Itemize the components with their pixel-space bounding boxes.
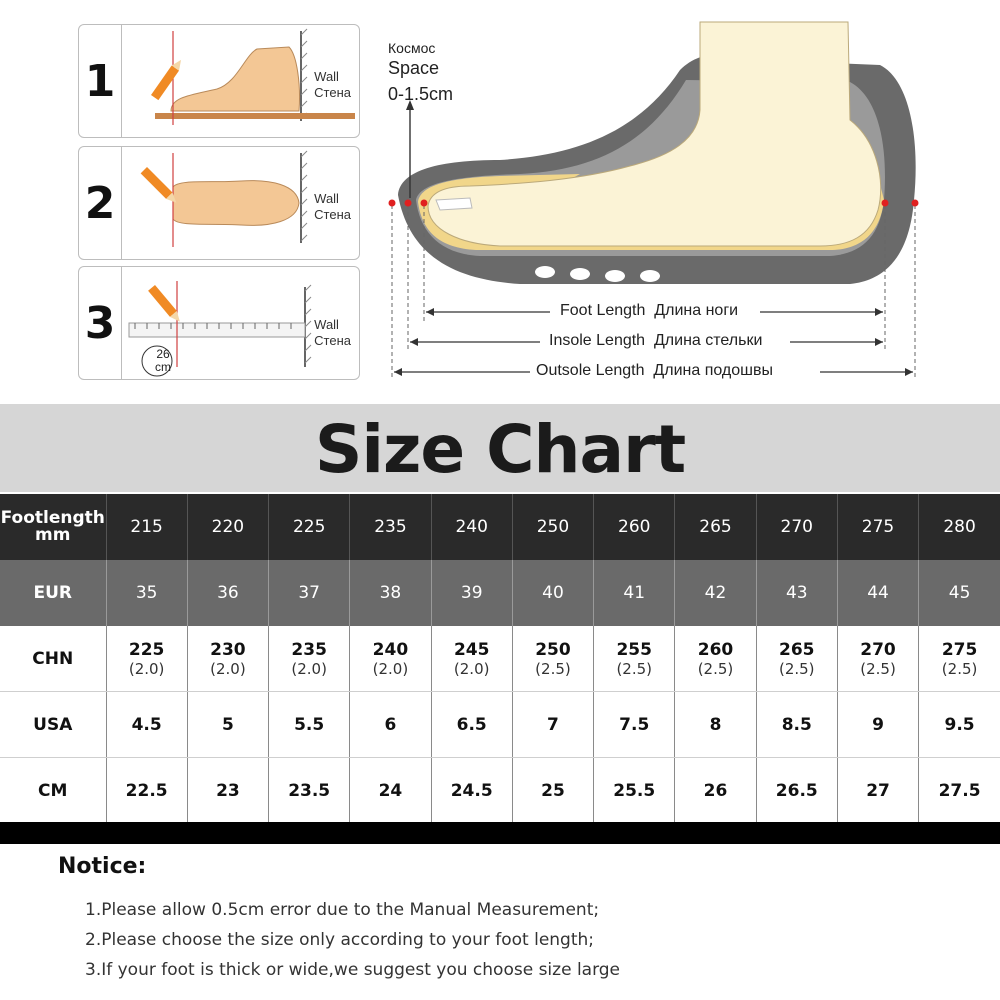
- size-sub-value: (2.5): [697, 659, 734, 678]
- size-value: 255: [616, 639, 652, 660]
- wall-label-ru: Стена: [314, 85, 351, 100]
- step-number: 2: [79, 147, 122, 259]
- size-cell: [350, 560, 431, 626]
- size-value: 220: [211, 517, 245, 537]
- size-cell: [269, 692, 350, 758]
- size-cell: [431, 494, 512, 560]
- size-cell: [350, 494, 431, 560]
- size-value: 270: [780, 517, 813, 537]
- size-value: 260: [618, 517, 651, 537]
- size-cell: [512, 626, 593, 692]
- step-number: 1: [79, 25, 122, 137]
- size-cell: [756, 692, 837, 758]
- size-cell: [756, 758, 837, 824]
- size-value: 265: [699, 517, 732, 537]
- insole-length-ru: Длина стельки: [653, 332, 763, 349]
- size-value: 280: [943, 517, 976, 537]
- insole-length-label: [549, 332, 762, 350]
- step-number: 3: [79, 267, 122, 379]
- size-value: 24: [378, 780, 403, 801]
- wall-label-ru: Стена: [314, 207, 351, 222]
- size-sub-value: (2.0): [372, 659, 409, 678]
- size-cell: [594, 494, 675, 560]
- size-value: 275: [861, 517, 895, 537]
- row-label: CHN: [0, 626, 106, 692]
- size-cell: [919, 692, 1000, 758]
- size-value: 25: [541, 780, 565, 801]
- size-value: 42: [704, 583, 727, 603]
- foot-length-ru: Длина ноги: [654, 302, 739, 319]
- size-value: 39: [460, 583, 483, 603]
- size-cell: [756, 626, 837, 692]
- size-value: 6.5: [456, 714, 487, 735]
- size-sub-value: (2.5): [616, 659, 652, 678]
- size-cell: [187, 560, 268, 626]
- size-sub-value: (2.5): [778, 659, 815, 678]
- size-value: 44: [867, 583, 889, 603]
- footlength-header: [0, 494, 106, 560]
- size-value: 8.5: [781, 714, 812, 735]
- cm-row: [0, 758, 1000, 824]
- size-cell: [106, 692, 187, 758]
- size-cell: [675, 560, 756, 626]
- footlength-header-unit: mm: [35, 525, 71, 545]
- wall-label: Wall: [314, 317, 339, 332]
- usa-row: [0, 692, 1000, 758]
- size-cell: [837, 626, 918, 692]
- size-value: 225: [292, 517, 326, 537]
- size-cell: [919, 626, 1000, 692]
- size-cell: [512, 758, 593, 824]
- size-value: 225: [128, 639, 165, 660]
- size-value: 9.5: [944, 714, 975, 735]
- size-sub-value: (2.0): [210, 659, 246, 678]
- size-cell: [756, 560, 837, 626]
- outsole-length-en: Outsole Length: [536, 362, 645, 379]
- space-range: 0-1.5: [388, 84, 430, 104]
- wall-label: Wall: [314, 69, 339, 84]
- notice-title: Notice:: [58, 854, 147, 879]
- size-value: 275: [941, 639, 978, 660]
- size-cell: [106, 626, 187, 692]
- size-value: 270: [860, 639, 896, 660]
- wall-label-ru: Стена: [314, 333, 351, 348]
- size-value: 4.5: [131, 714, 162, 735]
- size-value: 5: [221, 714, 234, 735]
- size-cell: [431, 692, 512, 758]
- size-cell: [837, 560, 918, 626]
- size-cell: [837, 692, 918, 758]
- notice-item-1: 1.Please allow 0.5cm error due to the Manual Measurement;: [85, 900, 600, 920]
- size-value: 230: [210, 639, 246, 660]
- size-value: 40: [542, 583, 564, 603]
- row-label: USA: [0, 692, 106, 758]
- size-value: 35: [135, 583, 158, 603]
- size-value: 9: [872, 714, 884, 735]
- space-unit: cm: [429, 84, 454, 104]
- measure-unit: cm: [155, 360, 171, 374]
- footlength-header-label: Footlength: [0, 508, 105, 528]
- size-cell: [350, 758, 431, 824]
- size-cell: [837, 758, 918, 824]
- size-cell: [187, 494, 268, 560]
- size-value: 27.5: [938, 780, 981, 801]
- size-cell: [512, 560, 593, 626]
- size-sub-value: (2.0): [453, 659, 490, 678]
- size-value: 7: [547, 714, 559, 735]
- row-label: CM: [0, 758, 106, 824]
- size-cell: [350, 692, 431, 758]
- size-value: 240: [455, 517, 488, 537]
- size-cell: [187, 758, 268, 824]
- size-cell: [187, 626, 268, 692]
- size-cell: [512, 494, 593, 560]
- notice-item-2: 2.Please choose the size only according to your foot length;: [85, 930, 595, 950]
- size-value: 8: [709, 714, 722, 735]
- outsole-length-label: [536, 362, 773, 380]
- size-cell: [269, 758, 350, 824]
- size-value: 37: [298, 583, 320, 603]
- size-value: 260: [697, 639, 734, 660]
- foot-length-en: Foot Length: [560, 302, 646, 319]
- step-1-panel: [78, 24, 360, 138]
- eur-row: [0, 560, 1000, 626]
- step-3-panel: [78, 266, 360, 380]
- size-cell: [269, 494, 350, 560]
- wall-label: Wall: [314, 191, 339, 206]
- size-value: 25.5: [613, 780, 656, 801]
- size-cell: [594, 560, 675, 626]
- size-value: 27: [866, 780, 890, 801]
- measure-value: 26: [156, 347, 170, 361]
- size-value: 250: [536, 517, 570, 537]
- size-sub-value: (2.0): [291, 659, 327, 678]
- size-value: 22.5: [125, 780, 168, 801]
- size-cell: [106, 560, 187, 626]
- size-cell: [919, 758, 1000, 824]
- size-cell: [350, 626, 431, 692]
- size-cell: [675, 626, 756, 692]
- size-value: 23.5: [288, 780, 331, 801]
- size-value: 23: [216, 780, 240, 801]
- size-cell: [675, 494, 756, 560]
- size-cell: [837, 494, 918, 560]
- footlength-row: [0, 494, 1000, 560]
- size-value: 24.5: [450, 780, 493, 801]
- size-value: 26: [703, 780, 728, 801]
- foot-length-label: [560, 302, 738, 320]
- chn-row: [0, 626, 1000, 692]
- size-cell: [269, 560, 350, 626]
- row-label: EUR: [0, 560, 106, 626]
- size-cell: [919, 494, 1000, 560]
- size-value: 7.5: [619, 714, 650, 735]
- size-cell: [431, 758, 512, 824]
- size-value: 6: [384, 714, 397, 735]
- size-value: 240: [372, 639, 409, 660]
- size-cell: [594, 692, 675, 758]
- size-cell: [431, 560, 512, 626]
- size-value: 38: [379, 583, 402, 603]
- notice-item-3: 3.If your foot is thick or wide,we suggest you choose size large: [85, 960, 621, 980]
- size-cell: [594, 626, 675, 692]
- size-chart-title: Size Chart: [314, 411, 686, 488]
- size-chart-table: [0, 494, 1000, 824]
- space-range-text: [388, 84, 453, 105]
- size-value: 250: [535, 639, 571, 660]
- size-cell: [675, 758, 756, 824]
- outsole-length-ru: Длина подошвы: [653, 362, 773, 379]
- space-label: Space: [388, 58, 440, 78]
- size-value: 215: [130, 517, 163, 537]
- size-cell: [106, 758, 187, 824]
- size-cell: [269, 626, 350, 692]
- space-label-ru: Космос: [388, 40, 436, 56]
- insole-length-en: Insole Length: [549, 332, 646, 349]
- size-sub-value: (2.5): [860, 659, 896, 678]
- size-cell: [756, 494, 837, 560]
- size-sub-value: (2.5): [941, 659, 978, 678]
- size-value: 36: [217, 583, 239, 603]
- size-cell: [106, 494, 187, 560]
- size-value: 5.5: [294, 714, 325, 735]
- size-cell: [187, 692, 268, 758]
- size-value: 235: [291, 639, 327, 660]
- chart-bottom-bar: [0, 822, 1000, 844]
- size-value: 41: [623, 583, 646, 603]
- size-value: 265: [779, 639, 815, 660]
- size-value: 245: [453, 639, 490, 660]
- size-cell: [675, 692, 756, 758]
- size-cell: [431, 626, 512, 692]
- step-2-panel: [78, 146, 360, 260]
- size-sub-value: (2.5): [535, 659, 571, 678]
- size-value: 26.5: [775, 780, 818, 801]
- size-sub-value: (2.0): [128, 659, 165, 678]
- size-cell: [919, 560, 1000, 626]
- size-value: 235: [374, 517, 407, 537]
- size-value: 45: [948, 583, 971, 603]
- size-cell: [594, 758, 675, 824]
- size-value: 43: [785, 583, 808, 603]
- size-cell: [512, 692, 593, 758]
